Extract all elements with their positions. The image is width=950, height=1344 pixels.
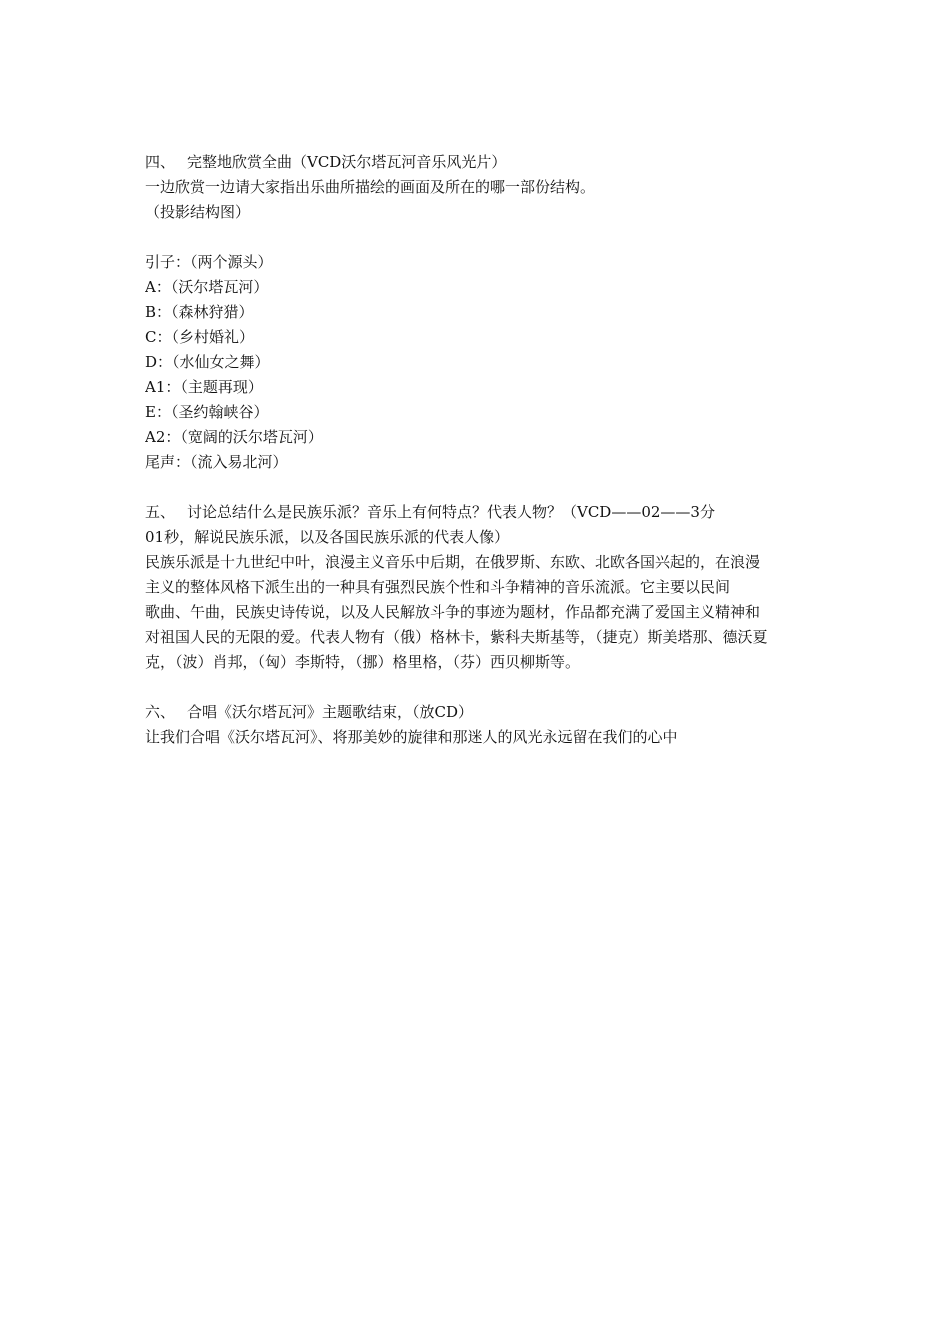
section-4-number: 四、 bbox=[145, 153, 176, 171]
section-5-heading bbox=[145, 500, 815, 525]
section-6-title: 合唱《沃尔塔瓦河》主题歌结束，（放CD） bbox=[187, 703, 474, 721]
structure-item-c: C：（乡村婚礼） bbox=[145, 328, 254, 346]
section-4-note: （投影结构图） bbox=[145, 203, 251, 221]
section-5-title-continued: 01秒，解说民族乐派，以及各国民族乐派的代表人像） bbox=[145, 528, 510, 546]
section-6-text: 让我们合唱《沃尔塔瓦河》、将那美妙的旋律和那迷人的风光永远留在我们的心中 bbox=[145, 728, 678, 746]
paragraph-line: 克，（波）肖邦，（匈）李斯特，（挪）格里格，（芬）西贝柳斯等。 bbox=[145, 653, 581, 671]
structure-item-a2: A2：（宽阔的沃尔塔瓦河） bbox=[145, 428, 323, 446]
blank-line bbox=[145, 225, 815, 250]
section-6-heading bbox=[145, 700, 815, 725]
section-5-paragraph bbox=[145, 550, 815, 675]
section-4-heading bbox=[145, 150, 815, 175]
structure-item-b: B：（森林狩猎） bbox=[145, 303, 254, 321]
paragraph-line: 主义的整体风格下派生出的一种具有强烈民族个性和斗争精神的音乐流派。它主要以民间 bbox=[145, 578, 731, 596]
structure-item-d: D：（水仙女之舞） bbox=[145, 353, 270, 371]
structure-item-coda: 尾声：（流入易北河） bbox=[145, 453, 288, 471]
blank-line bbox=[145, 475, 815, 500]
structure-list bbox=[145, 250, 815, 475]
structure-item-intro: 引子：（两个源头） bbox=[145, 253, 273, 271]
section-4-instruction: 一边欣赏一边请大家指出乐曲所描绘的画面及所在的哪一部份结构。 bbox=[145, 178, 596, 196]
section-5-number: 五、 bbox=[145, 503, 176, 521]
blank-line bbox=[145, 675, 815, 700]
structure-item-e: E：（圣约翰峡谷） bbox=[145, 403, 269, 421]
structure-item-a: A：（沃尔塔瓦河） bbox=[145, 278, 269, 296]
document-body bbox=[145, 150, 815, 750]
section-5-title: 讨论总结什么是民族乐派？音乐上有何特点？代表人物？（VCD——02——3分 bbox=[187, 503, 715, 521]
section-6-number: 六、 bbox=[145, 703, 176, 721]
section-4-title: 完整地欣赏全曲（VCD沃尔塔瓦河音乐风光片） bbox=[187, 153, 507, 171]
paragraph-line: 对祖国人民的无限的爱。代表人物有（俄）格林卡，紫科夫斯基等，（捷克）斯美塔那、德沃夏 bbox=[145, 628, 768, 646]
structure-item-a1: A1：（主题再现） bbox=[145, 378, 263, 396]
paragraph-line: 歌曲、午曲，民族史诗传说，以及人民解放斗争的事迹为题材，作品都充满了爱国主义精神和 bbox=[145, 603, 761, 621]
paragraph-line: 民族乐派是十九世纪中叶，浪漫主义音乐中后期，在俄罗斯、东欧、北欧各国兴起的，在浪漫 bbox=[145, 553, 761, 571]
